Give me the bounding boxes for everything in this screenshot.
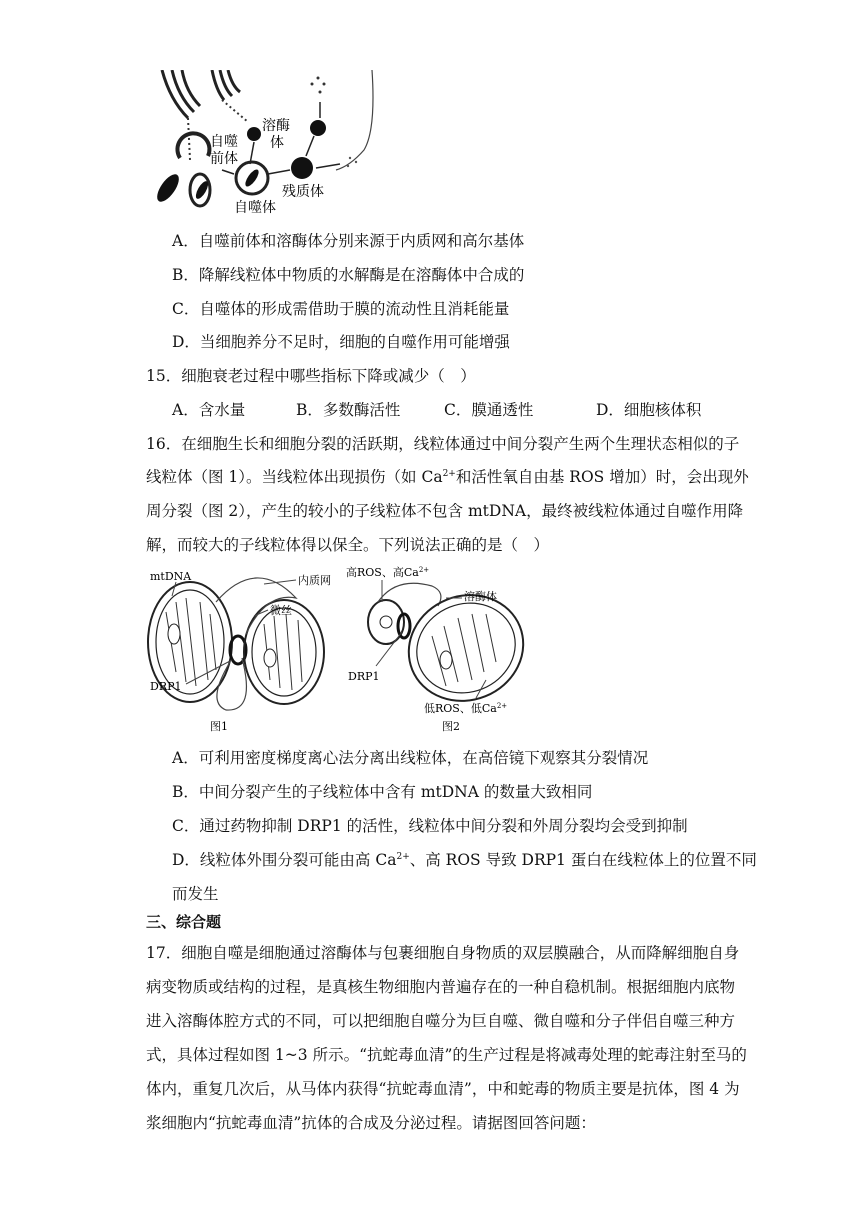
label-fig2: 图2 [442,720,460,733]
q14-option-d: D．当细胞养分不足时，细胞的自噬作用可能增强 [172,333,510,351]
label-er: 内质网 [298,574,331,587]
label-precursor-1: 自噬 [210,134,238,150]
label-low: 低ROS、低$Ca^{2+}$ [424,702,508,715]
label-fig1: 图1 [210,720,228,733]
label-mtdna: mtDNA [150,570,192,583]
q17-line-6: 浆细胞内“抗蛇毒血清”抗体的合成及分泌过程。请据图回答问题： [146,1114,596,1132]
label-autophagosome: 自噬体 [234,200,276,216]
q17-line-3: 进入溶酶体腔方式的不同，可以把细胞自噬分为巨自噬、微自噬和分子伴侣自噬三种方 [146,1012,736,1030]
q15-option-b: B．多数酶活性 [296,401,401,419]
label-drp1-fig2: DRP1 [348,670,380,683]
q16-stem-line-1: 16．在细胞生长和细胞分裂的活跃期，线粒体通过中间分裂产生两个生理状态相似的子 [146,435,740,453]
q17-line-4: 式，具体过程如图 1~3 所示。“抗蛇毒血清”的生产过程是将减毒处理的蛇毒注射至马的 [146,1046,747,1064]
q16-stem-line-2-b: 和活性氧自由基 ROS 增加）时，会出现外 [455,468,749,486]
label-residual-body: 残质体 [282,184,324,200]
q17-line-2: 病变物质或结构的过程，是真核生物细胞内普遍存在的一种自稳机制。根据细胞内底物 [146,978,736,996]
q15-stem: 15．细胞衰老过程中哪些指标下降或减少（ ） [146,367,476,385]
q16-stem-line-3: 周分裂（图 2），产生的较小的子线粒体不包含 mtDNA，最终被线粒体通过自噬作用降 [146,502,744,520]
section-title: 三、综合题 [146,913,222,931]
q16-stem-line-2 [146,467,749,487]
q16-option-d-a: D．线粒体外围分裂可能由高 Ca [172,851,397,869]
q16-option-a: A．可利用密度梯度离心法分离出线粒体，在高倍镜下观察其分裂情况 [172,749,649,767]
autophagy-diagram [150,70,390,218]
q14-option-b: B．降解线粒体中物质的水解酶是在溶酶体中合成的 [172,266,525,284]
label-precursor-2: 前体 [210,151,238,167]
label-high: 高ROS、高$Ca^{2+}$ [346,566,430,579]
q14-option-c: C．自噬体的形成需借助于膜的流动性且消耗能量 [172,300,510,318]
q16-option-c: C．通过药物抑制 DRP1 的活性，线粒体中间分裂和外周分裂均会受到抑制 [172,817,688,835]
q16-stem-line-4: 解，而较大的子线粒体得以保全。下列说法正确的是（ ） [146,536,550,554]
q14-option-a: A．自噬前体和溶酶体分别来源于内质网和高尔基体 [172,232,525,250]
q17-line-1: 17．细胞自噬是细胞通过溶酶体与包裹细胞自身物质的双层膜融合，从而降解细胞自身 [146,944,740,962]
q17-line-5: 体内，重复几次后，从马体内获得“抗蛇毒血清”，中和蛇毒的物质主要是抗体，图 4 为 [146,1080,740,1098]
label-microfilament: 微丝 [270,604,292,617]
q16-option-d-line-2: 而发生 [172,885,219,903]
q16-option-d-sup: 2+ [396,851,410,862]
label-drp1-fig1: DRP1 [150,680,182,693]
mitochondria-figure [146,562,526,734]
label-lysosome-1: 溶酶 [262,118,290,134]
q15-option-c: C．膜通透性 [444,401,534,419]
q16-option-b: B．中间分裂产生的子线粒体中含有 mtDNA 的数量大致相同 [172,783,593,801]
q16-option-d-line-1 [172,850,757,870]
label-lysosome: 溶酶体 [464,590,497,603]
q15-option-d: D．细胞核体积 [596,401,702,419]
mitochondria-diagram [146,562,526,734]
q16-stem-line-2-a: 线粒体（图 1）。当线粒体出现损伤（如 Ca [146,468,443,486]
autophagy-figure [150,70,390,218]
q15-option-a: A．含水量 [172,401,246,419]
label-lysosome-2: 体 [270,135,284,151]
q16-option-d-b: 、高 ROS 导致 DRP1 蛋白在线粒体上的位置不同 [409,851,757,869]
q16-stem-sup: 2+ [442,468,456,479]
